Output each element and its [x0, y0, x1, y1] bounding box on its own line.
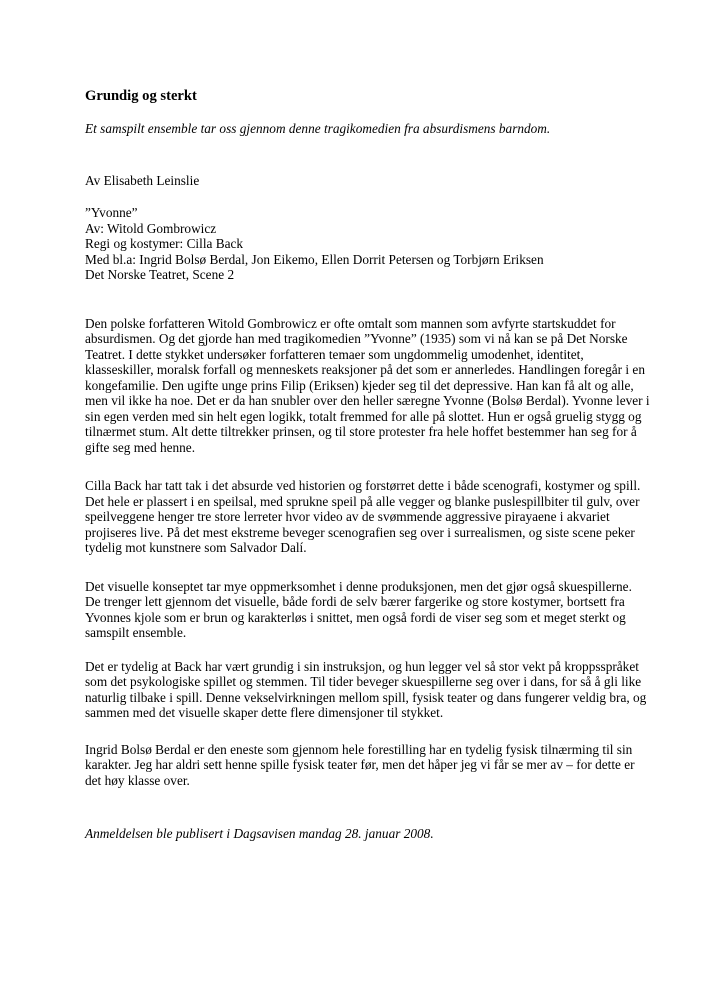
production-author: Av: Witold Gombrowicz	[85, 220, 217, 236]
production-cast: Med bl.a: Ingrid Bolsø Berdal, Jon Eikemo, Ellen Dorrit Petersen og Torbjørn Eriksen	[85, 251, 544, 267]
article-title: Grundig og sterkt	[85, 88, 197, 104]
review-paragraph-2: Cilla Back har tatt tak i det absurde ved historien og forstørret dette i både scenografi, kostymer og spill. Det hele er plassert i en speilsal, med sprukne speil på alle vegger og blanke puslespillbiter til gulv, over speilveggene henger tre store lerreter hvor video av de svømmende aggressive pirayaene i akvariet projiseres live. På det mest ekstreme beveger scenografien seg over i surrealismen, og siste scene peker tydelig mot kunstnere som Salvador Dalí.	[85, 478, 641, 555]
publication-note: Anmeldelsen ble publisert i Dagsavisen mandag 28. januar 2008.	[85, 826, 434, 841]
article-byline: Av Elisabeth Leinslie	[85, 172, 200, 188]
review-paragraph-1: Den polske forfatteren Witold Gombrowicz er ofte omtalt som mannen som avfyrte startskuddet for absurdismen. Og det gjorde han med tragikomedien ”Yvonne” (1935) som vi nå kan se på Det Norske Teatret. I dette stykket undersøker forfatteren temaer som ungdommelig umodenhet, identitet, klasseskiller, moralsk forfall og menneskets reaksjoner på det som er annerledes. Handlingen foregår i en kongefamilie. Den ugifte unge prins Filip (Eriksen) kjeder seg til det depressive. Han kan få alt og alle, men vil ikke ha noe. Det er da han snubler over den heller særegne Yvonne (Bolsø Berdal). Yvonne lever i sin egen verden med sin helt egen logikk, totalt fremmed for alle på slottet. Hun er også gruelig stygg og tilnærmet stum. Alt dette tiltrekker prinsen, og til store protester fra hele hoffet bestemmer han seg for å gifte seg med henne.	[85, 315, 650, 455]
review-paragraph-5: Ingrid Bolsø Berdal er den eneste som gjennom hele forestilling har en tydelig fysisk tilnærming til sin karakter. Jeg har aldri sett henne spille fysisk teater før, men det håper jeg vi får se mer av – for dette er det høy klasse over.	[85, 741, 635, 788]
production-direction: Regi og kostymer: Cilla Back	[85, 236, 244, 251]
article-lead: Et samspilt ensemble tar oss gjennom denne tragikomedien fra absurdismens barndom.	[85, 121, 551, 136]
production-venue: Det Norske Teatret, Scene 2	[85, 267, 235, 282]
production-play-title: ”Yvonne”	[85, 205, 138, 220]
review-paragraph-4: Det er tydelig at Back har vært grundig i sin instruksjon, og hun legger vel så stor vekt på kroppsspråket som det psykologiske spillet og stemmen. Til tider beveger skuespillerne seg over i dans, for så å gli like naturlig tilbake i spill. Denne vekselvirkningen mellom spill, fysisk teater og dans fungerer veldig bra, og sammen med det visuelle skaper dette flere dimensjoner til stykket.	[85, 658, 647, 720]
production-info	[85, 205, 650, 283]
review-paragraph-3: Det visuelle konseptet tar mye oppmerksomhet i denne produksjonen, men det gjør også skuespillerne. De trenger lett gjennom det visuelle, både fordi de selv bærer fargerike og store kostymer, bortsett fra Yvonnes kjole som er brun og karakterløs i snittet, men også fordi de viser seg som et meget sterkt og samspilt ensemble.	[85, 578, 632, 640]
